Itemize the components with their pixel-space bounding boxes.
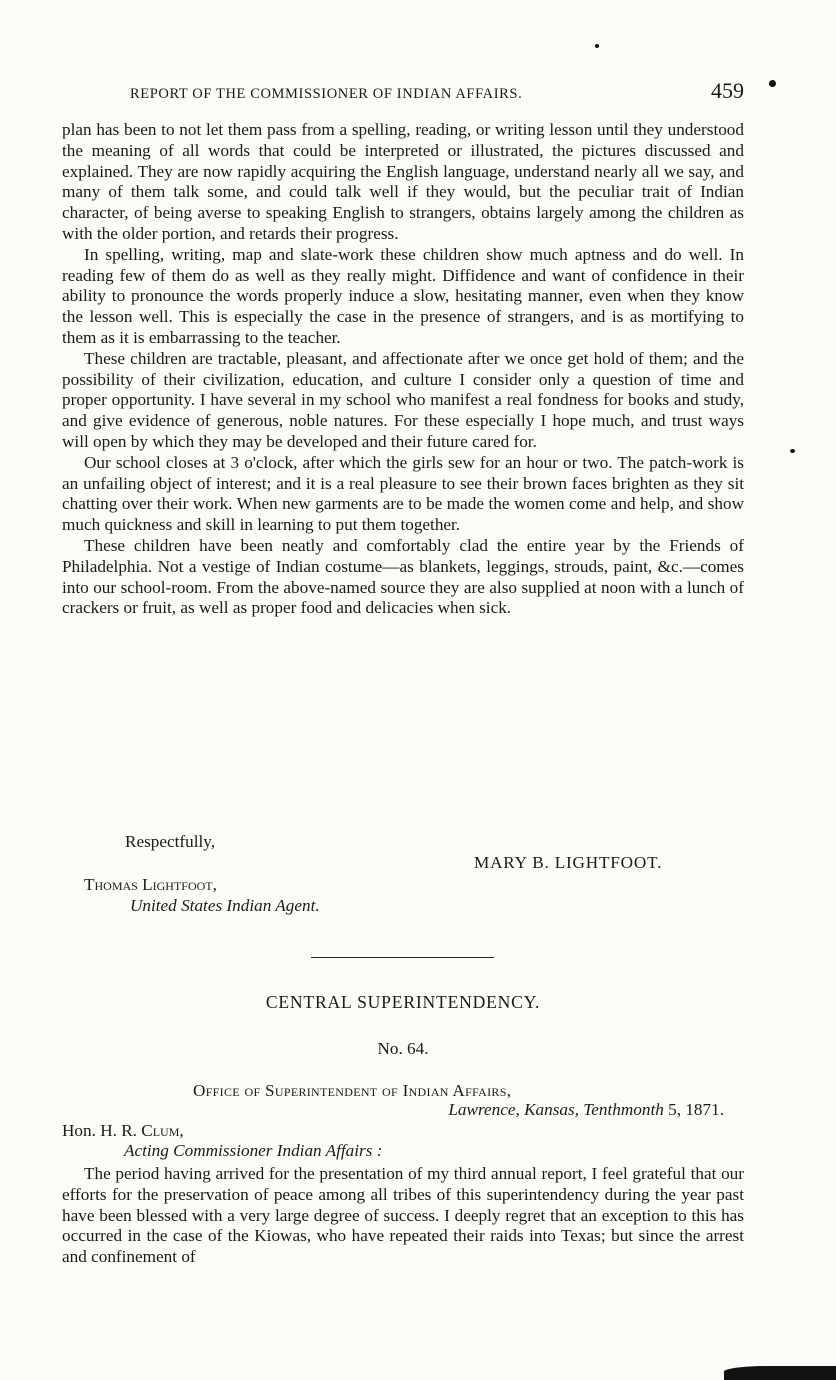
body-paragraph: In spelling, writing, map and slate-work these children show much aptness and do well. In reading few of them do as well as they really might. Diffidence and want of confidence in their ability to pronounce the words properly induce a slow, hesitating manner, even when they know the lesson well. This is especially the case in the presence of strangers, and is as mortifying to them as it is embarrassing to the teacher. <box>62 244 744 347</box>
running-title: REPORT OF THE COMMISSIONER OF INDIAN AFFAIRS. <box>130 86 523 102</box>
body-paragraph: plan has been to not let them pass from a spelling, reading, or writing lesson until they understood the meaning of all words that could be interpreted or illustrated, the pictures discussed and explained. They are now rapidly acquiring the English language, understand nearly all we say, and many of them talk some, and could talk well if they would, but the peculiar trait of Indian character, of being averse to speaking English to strangers, obtains largely among the children as with the older portion, and retards their progress. <box>62 120 744 243</box>
salutation: Respectfully, <box>125 832 216 851</box>
body-paragraph: Our school closes at 3 o'clock, after which the girls sew for an hour or two. The patch-work is an unfailing object of interest; and it is a real pleasure to see their brown faces brighten as they sit chatting over their work. When new garments are to be made the women come and help, and show much quickness and skill in learning to put them together. <box>62 452 744 535</box>
report-body <box>62 120 744 619</box>
section-divider <box>311 957 494 958</box>
section-title: CENTRAL SUPERINTENDENCY. <box>265 992 541 1012</box>
print-speck <box>790 449 795 453</box>
print-speck <box>769 80 776 87</box>
place-date: 5, 1871. <box>663 1100 724 1119</box>
addressee-prefix: Hon. <box>62 1121 101 1140</box>
page-number: 459 <box>711 78 744 103</box>
addressee-title: Acting Commissioner Indian Affairs : <box>124 1141 383 1160</box>
addressee-name: H. R. Clum, <box>100 1121 184 1140</box>
agent-title: United States Indian Agent. <box>130 896 320 915</box>
document-number: No. 64. <box>377 1039 429 1058</box>
print-speck <box>595 44 599 48</box>
scan-edge-mark <box>724 1366 836 1380</box>
running-head <box>130 78 744 104</box>
body-paragraph: These children are tractable, pleasant, and affectionate after we once get hold of them; and the possibility of their civilization, education, and culture I consider only a question of time and proper opportunity. I have several in my school who manifest a real fondness for books and study, and give evidence of generous, noble natures. For these especially I hope much, and trust ways will open by which they may be developed and their future cared for. <box>62 348 744 451</box>
letter-body <box>62 1164 744 1268</box>
place-and-date <box>0 1100 724 1120</box>
office-heading: Office of Superintendent of Indian Affairs, <box>193 1081 512 1100</box>
letter-paragraph: The period having arrived for the presentation of my third annual report, I feel grateful that our efforts for the preservation of peace among all tribes of this superintendency during the year past have been blessed with a very large degree of success. I deeply regret that an exception to this has occurred in the case of the Kiowas, who have repeated their raids into Texas; but since the arrest and confinement of <box>62 1164 744 1267</box>
place-location: Lawrence, Kansas, Tenthmonth <box>448 1100 664 1119</box>
agent-name: Thomas Lightfoot, <box>84 875 217 894</box>
addressee <box>62 1121 184 1141</box>
signer-name: MARY B. LIGHTFOOT. <box>474 853 663 872</box>
body-paragraph: These children have been neatly and comfortably clad the entire year by the Friends of Philadelphia. Not a vestige of Indian costume—as blankets, leggings, strouds, paint, &c.—comes into our school-room. From the above-named source they are also supplied at noon with a lunch of crackers or fruit, as well as proper food and delicacies when sick. <box>62 535 744 618</box>
